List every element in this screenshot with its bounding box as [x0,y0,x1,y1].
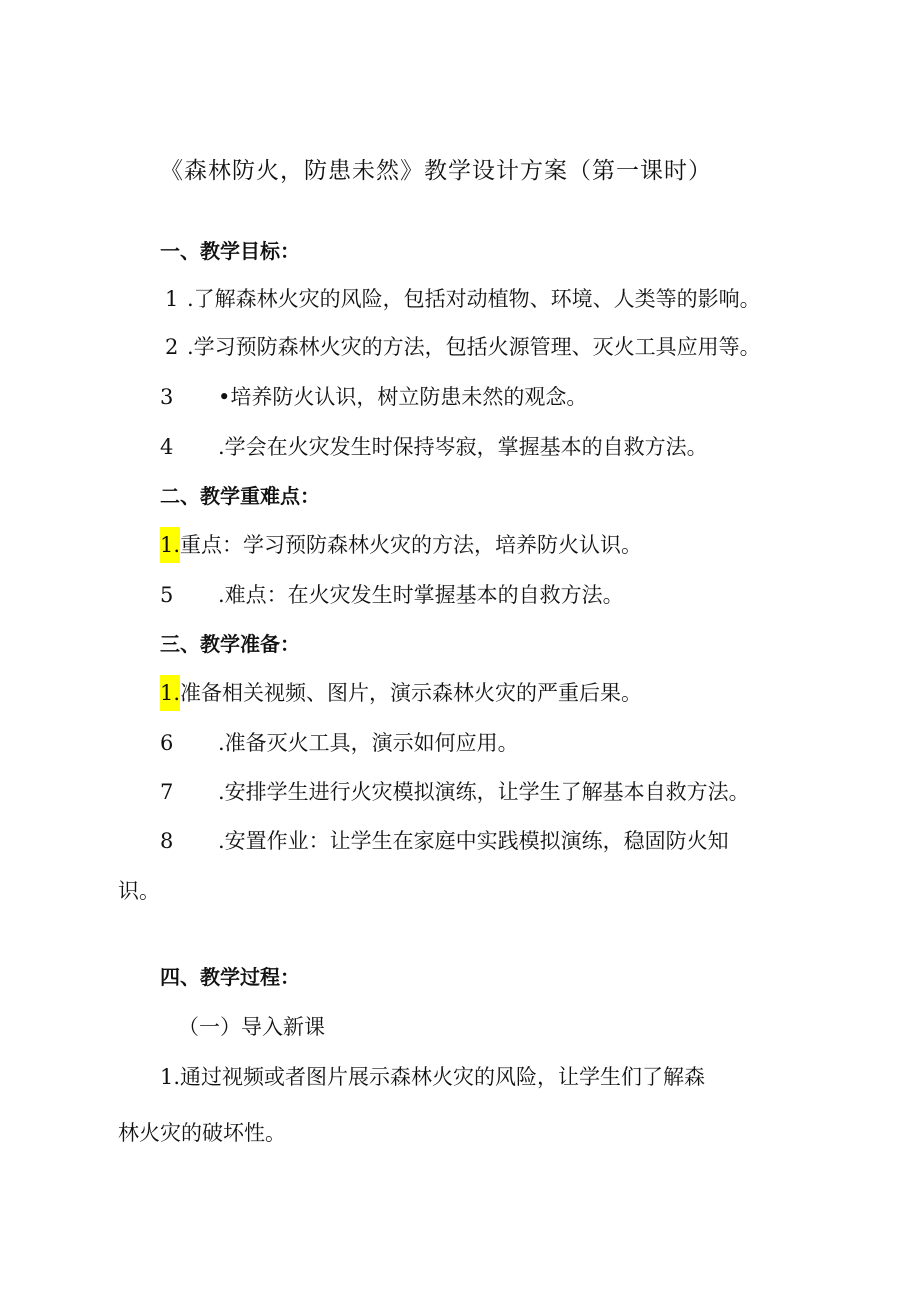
highlighted-item-number: 1. [160,675,180,711]
item-text: .了解森林火灾的风险，包括对动植物、环境、人类等的影响。 [187,287,761,311]
key-point-item-2 [160,580,624,610]
process-item-1-line-1: 1.通过视频或者图片展示森林火灾的风险，让学生们了解森 [160,1065,706,1089]
item-text: .准备灭火工具，演示如何应用。 [218,731,519,755]
document-title: 《森林防火，防患未然》教学设计方案（第一课时） [160,158,712,184]
item-number: 3 [160,385,174,409]
process-item-1-line-2: 林火灾的破坏性。 [118,1121,286,1145]
section-heading-preparation: 三、教学准备： [160,632,300,656]
item-number: 7 [160,780,174,804]
item-text: 重点：学习预防森林火灾的方法，培养防火认识。 [180,533,643,557]
item-text: .安排学生进行火灾模拟演练，让学生了解基本自救方法。 [218,780,750,804]
preparation-item-4-continuation: 识。 [118,879,160,903]
item-number: 1 [165,287,179,311]
item-number: 8 [160,829,174,853]
item-text: 准备相关视频、图片，演示森林火灾的严重后果。 [180,681,643,705]
preparation-item-4 [160,826,729,856]
highlighted-item-number: 1. [160,527,180,563]
objective-item-2 [165,332,761,362]
item-text: •培养防火认识，树立防患未然的观念。 [218,385,588,409]
item-text: .难点：在火灾发生时掌握基本的自救方法。 [218,583,624,607]
preparation-item-1 [160,678,642,708]
item-number: 6 [160,731,174,755]
item-number: 4 [160,435,174,459]
item-text: .学习预防森林火灾的方法，包括火源管理、灭火工具应用等。 [187,335,761,359]
process-subheading: （一）导入新课 [178,1015,325,1039]
item-number: 2 [165,335,179,359]
preparation-item-2 [160,728,519,758]
item-text: .安置作业：让学生在家庭中实践模拟演练，稳固防火知 [218,829,729,853]
key-point-item-1 [160,530,642,560]
section-heading-key-points: 二、教学重难点： [160,484,320,508]
preparation-item-3 [160,777,750,807]
section-heading-process: 四、教学过程： [160,965,300,989]
item-number: 5 [160,583,174,607]
objective-item-3 [160,382,587,412]
objective-item-1 [165,284,761,314]
section-heading-objectives: 一、教学目标： [160,239,300,263]
objective-item-4 [160,432,708,462]
item-text: .学会在火灾发生时保持岑寂，掌握基本的自救方法。 [218,435,708,459]
